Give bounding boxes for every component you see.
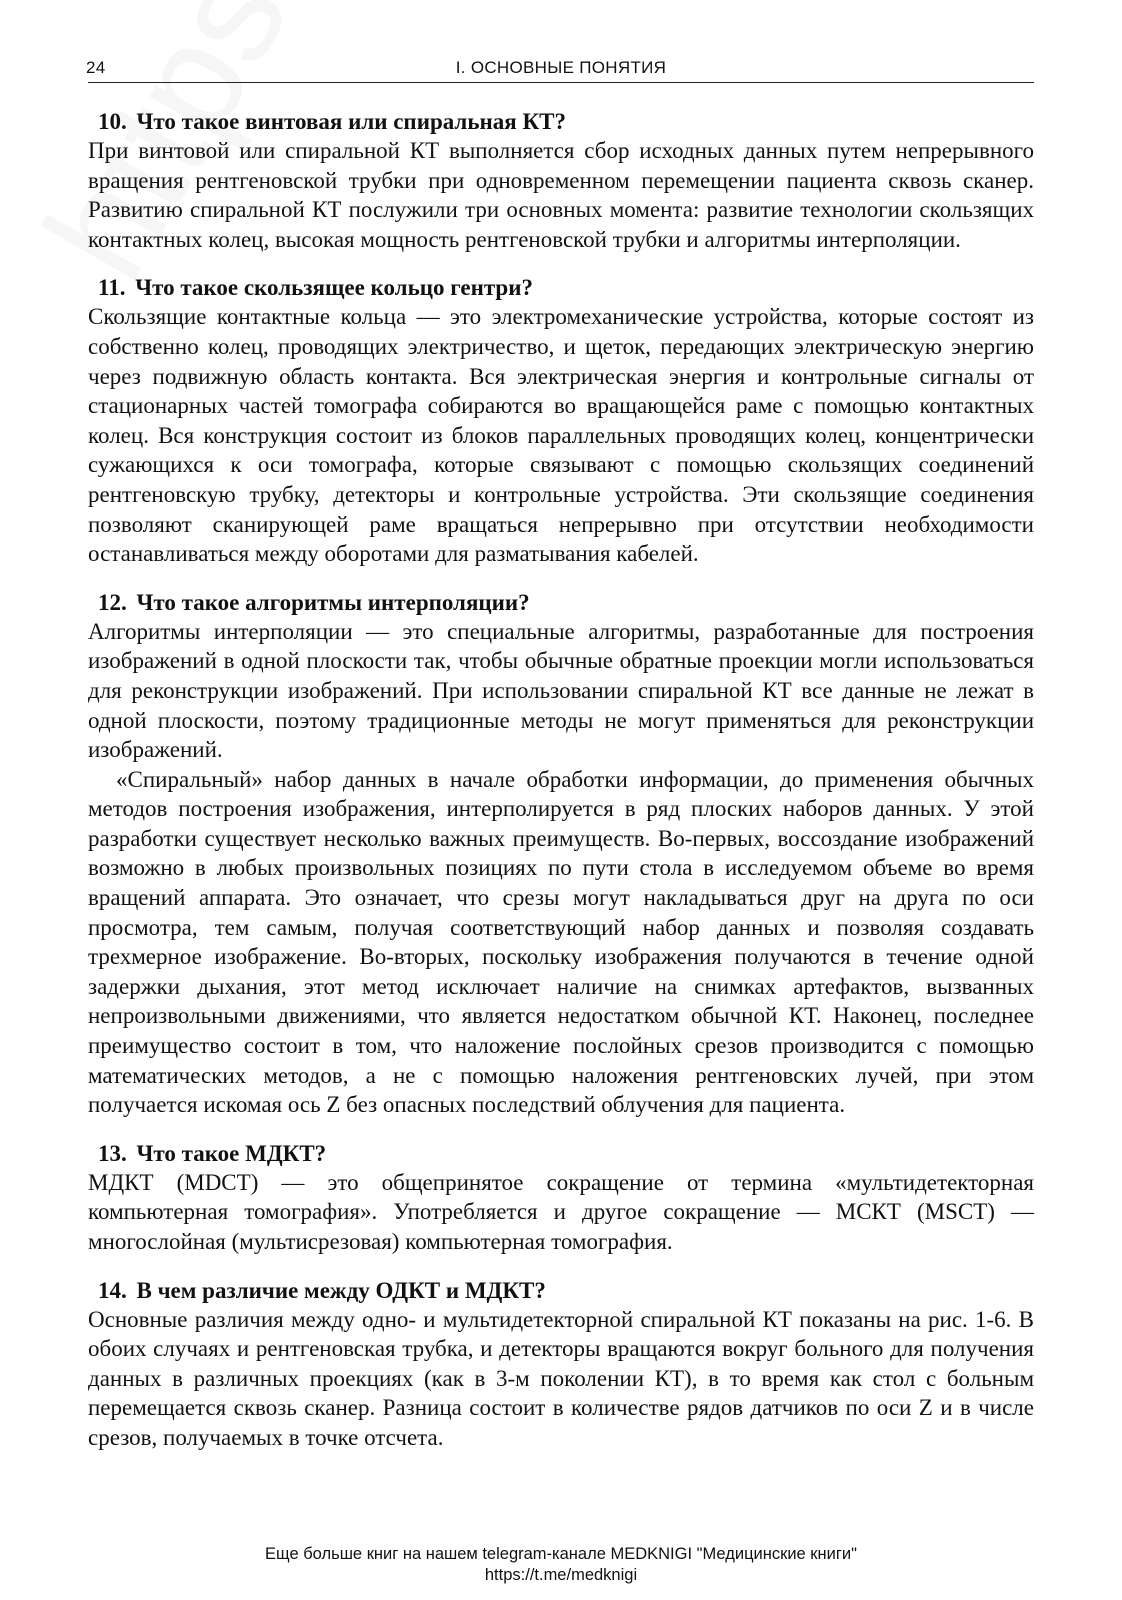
- question-section-14: [88, 1276, 1034, 1453]
- page-number: 24: [86, 58, 106, 77]
- question-number: 12.: [98, 589, 127, 615]
- question-section-12: [88, 588, 1034, 1120]
- question-number: 13.: [98, 1140, 127, 1166]
- answer-paragraph: МДКТ (MDCT) — это общепринятое сокращение от термина «мультидетекторная компьютерная томография». Употребляется и другое сокращение — МСКТ (MSCT) — многослойная (мультисрезовая) компьютерная томография.: [88, 1169, 1034, 1254]
- question-text: Что такое алгоритмы интерполяции?: [136, 589, 530, 615]
- page-content: [88, 107, 1034, 1453]
- question-heading: [98, 107, 1034, 136]
- question-text: Что такое скользящее кольцо гентри?: [135, 275, 533, 301]
- answer-paragraph: Скользящие контактные кольца — это электромеханические устройства, которые состоят из собственно колец, проводящих электричество, и щеток, передающих электрическую энергию через подвижную область контакта. Вся электрическая энергия и контрольные сигналы от стационарных частей томографа собираются во вращающейся раме с помощью контактных колец. Вся конструкция состоит из блоков параллельных проводящих колец, концентрически сужающихся к оси томографа, которые связывают с помощью скользящих соединений рентгеновскую трубку, детекторы и контрольные устройства. Эти скользящие соединения позволяют сканирующей раме вращаться непрерывно при отсутствии необходимости останавливаться между оборотами для разматывания кабелей.: [88, 304, 1034, 567]
- question-text: Что такое МДКТ?: [136, 1140, 327, 1166]
- answer-paragraph: Алгоритмы интерполяции — это специальные алгоритмы, разработанные для построения изображений в одной плоскости так, чтобы обычные обратные проекции могли использоваться для реконструкции изображений. При использовании спиральной КТ все данные не лежат в одной плоскости, поэтому традиционные методы не могут применяться для реконструкции изображений.: [88, 618, 1034, 763]
- answer-paragraph: При винтовой или спиральной КТ выполняется сбор исходных данных путем непрерывного вращения рентгеновской трубки при одновременном перемещении пациента сквозь сканер. Развитию спиральной КТ послужили три основных момента: развитие технологии скользящих контактных колец, высокая мощность рентгеновской трубки и алгоритмы интерполяции.: [88, 138, 1034, 252]
- footer: [0, 1544, 1122, 1586]
- question-heading: [98, 273, 1034, 302]
- question-number: 10.: [98, 109, 127, 134]
- question-text: Что такое винтовая или спиральная КТ?: [136, 109, 566, 134]
- question-section-10: [88, 107, 1034, 254]
- question-heading: [98, 1139, 1034, 1168]
- question-text: В чем различие между ОДКТ и МДКТ?: [136, 1277, 546, 1303]
- book-page: [88, 52, 1034, 1472]
- footer-link[interactable]: https://t.me/medknigi: [484, 1566, 638, 1584]
- answer-paragraph: Основные различия между одно- и мультидетекторной спиральной КТ показаны на рис. 1-6. В обоих случаях и рентгеновская трубка, и детекторы вращаются вокруг больного для получения данных в различных проекциях (как в 3-м поколении КТ), в то время как стол с больным перемещается сквозь сканер. Разница состоит в количестве рядов датчиков по оси Z и в числе срезов, получаемых в точке отсчета.: [88, 1306, 1034, 1450]
- question-section-13: [88, 1139, 1034, 1257]
- question-number: 14.: [98, 1277, 127, 1303]
- running-header: [88, 52, 1034, 83]
- question-heading: [98, 588, 1034, 617]
- question-number: 11.: [98, 275, 126, 301]
- question-heading: [98, 1276, 1034, 1305]
- answer-paragraph: «Спиральный» набор данных в начале обработки информации, до применения обычных методов построения изображения, интерполируется в ряд плоских наборов данных. У этой разработки существует несколько важных преимуществ. Во-первых, воссоздание изображений возможно в любых произвольных позициях по пути стола в исследуемом объеме во время вращений аппарата. Это означает, что срезы могут накладываться друг на друга по оси просмотра, тем самым, получая соответствующий набор данных и позволяя создавать трехмерное изображение. Во-вторых, поскольку изображения получаются в течение одной задержки дыхания, этот метод исключает наличие на снимках артефактов, вызванных непроизвольными движениями, что является недостатком обычной КТ. Наконец, последнее преимущество состоит в том, что наложение послойных срезов производится с помощью математических методов, а не с помощью наложения рентгеновских лучей, при этом получается искомая ось Z без опасных последствий облучения для пациента.: [88, 766, 1034, 1118]
- chapter-title: I. ОСНОВНЫЕ ПОНЯТИЯ: [455, 58, 667, 77]
- question-section-11: [88, 273, 1034, 568]
- footer-promo-text: Еще больше книг на нашем telegram-канале MEDKNIGI "Медицинские книги": [265, 1545, 857, 1563]
